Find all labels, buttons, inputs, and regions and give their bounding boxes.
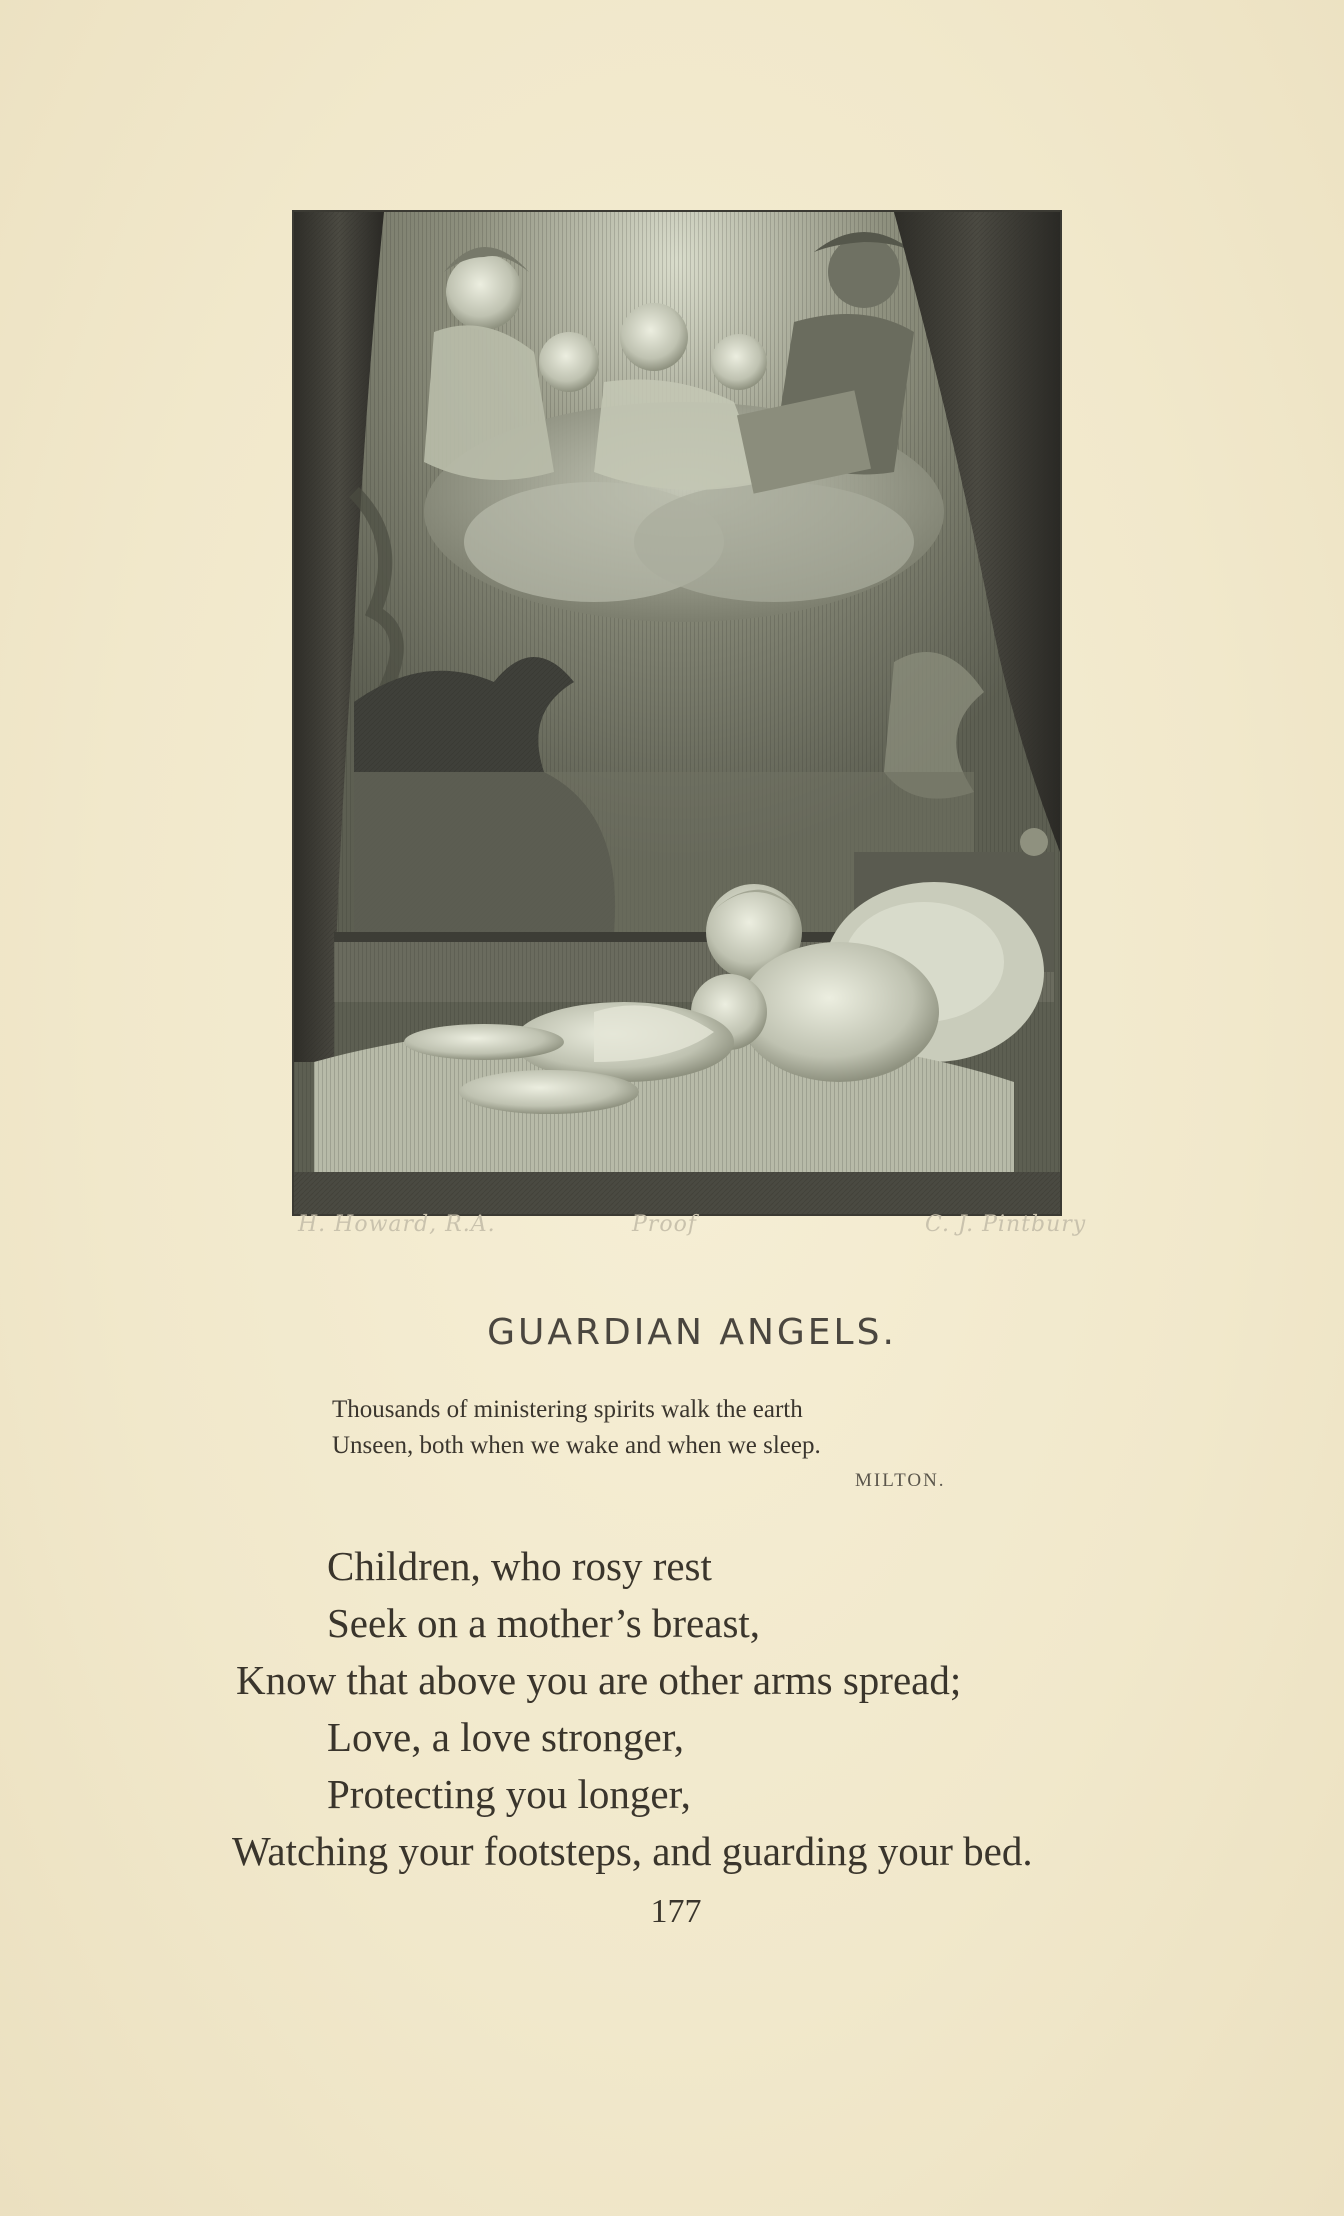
epigraph	[332, 1392, 972, 1464]
poem-line: Protecting you longer,	[327, 1771, 691, 1817]
poem-line: Seek on a mother’s breast,	[327, 1600, 761, 1646]
poem-stanza	[0, 1538, 1344, 1880]
epigraph-line: Unseen, both when we wake and when we sleep.	[332, 1432, 821, 1459]
page-number: 177	[650, 1893, 702, 1930]
engraving-plate	[292, 210, 1062, 1216]
proof-credit: Proof	[632, 1212, 697, 1237]
poem-line: Watching your footsteps, and guarding your bed.	[232, 1828, 1033, 1874]
guardian-angels-engraving	[294, 212, 1060, 1214]
poem-line: Love, a love stronger,	[327, 1714, 684, 1760]
page-title: GUARDIAN ANGELS.	[487, 1312, 897, 1353]
epigraph-line: Thousands of ministering spirits walk the earth	[332, 1396, 803, 1423]
poem-line: Children, who rosy rest	[327, 1543, 712, 1589]
artist-credit: H. Howard, R.A.	[298, 1212, 496, 1237]
epigraph-attribution: MILTON.	[855, 1470, 946, 1491]
engraver-credit: C. J. Pintbury	[925, 1212, 1087, 1237]
poem-line: Know that above you are other arms spread;	[236, 1657, 962, 1703]
